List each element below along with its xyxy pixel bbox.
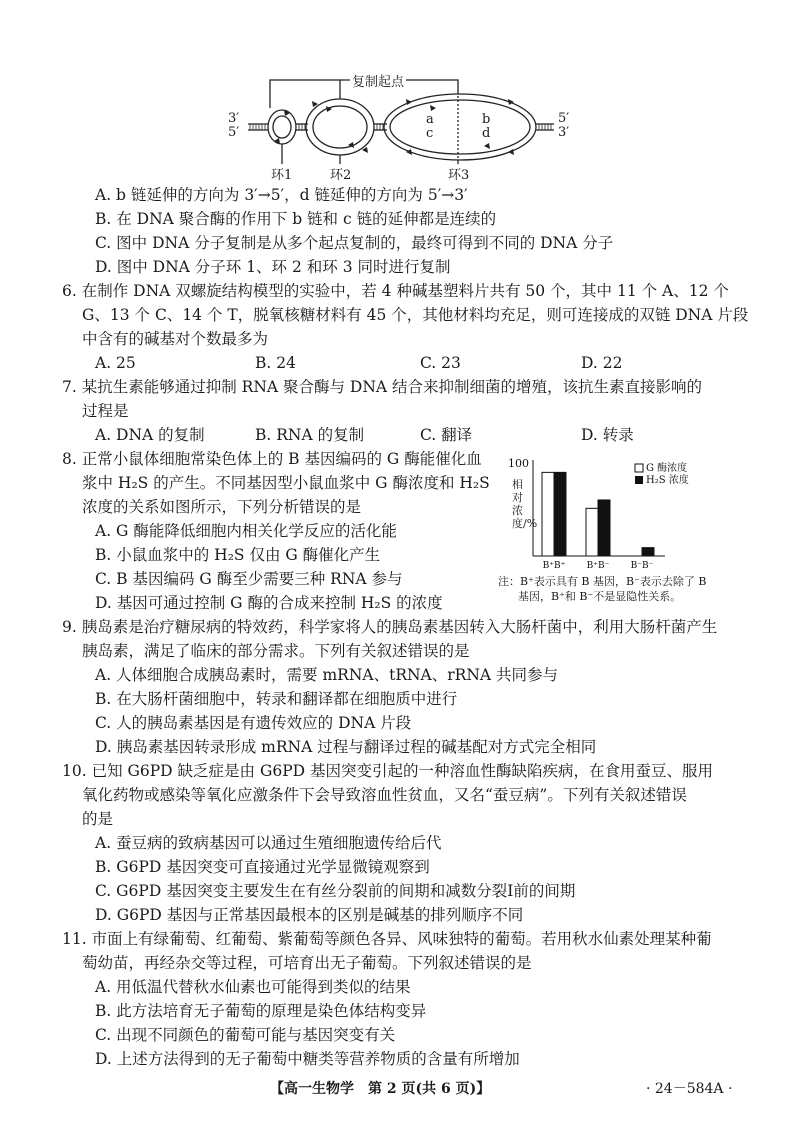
origin-label: 复制起点 (350, 71, 406, 90)
q8-option-d: D. 基因可通过控制 G 酶的合成来控制 H₂S 的浓度 (95, 594, 443, 612)
q7-option-b: B. RNA 的复制 (255, 426, 365, 444)
q6-option-b: B. 24 (255, 354, 296, 372)
bar-h2s-2 (642, 548, 654, 556)
q8-stem-line1: 8. 正常小鼠体细胞常染色体上的 B 基因编码的 G 酶能催化血 (62, 450, 482, 468)
loop2-label: 环2 (330, 168, 352, 183)
q8-option-b: B. 小鼠血浆中的 H₂S 仅由 G 酶催化产生 (95, 546, 381, 564)
q6-option-a: A. 25 (95, 354, 136, 372)
loop1-label: 环1 (271, 168, 293, 183)
dna-end-3-left: 3′ (228, 111, 240, 126)
strand-b-label: b (482, 112, 491, 127)
strand-d-label: d (482, 126, 491, 141)
bar-g-enzyme-0 (542, 472, 554, 556)
page-footer-code: · 24－584A · (646, 1081, 733, 1097)
q6-option-c: C. 23 (420, 354, 461, 372)
q11-option-b: B. 此方法培育无子葡萄的原理是染色体结构变异 (95, 1002, 427, 1020)
x-tick-label-bb-plus: B⁺B⁺ (542, 561, 566, 571)
q9-stem-line1: 9. 胰岛素是治疗糖尿病的特效药，科学家将人的胰岛素基因转入大肠杆菌中，利用大肠杆菌产生 (62, 618, 718, 636)
q9-option-b: B. 在大肠杆菌细胞中，转录和翻译都在细胞质中进行 (95, 690, 458, 708)
q9-option-a: A. 人体细胞合成胰岛素时，需要 mRNA、tRNA、rRNA 共同参与 (95, 666, 559, 684)
page-footer-center: 【高一生物学 第 2 页(共 6 页)】 (270, 1081, 491, 1097)
q11-option-a: A. 用低温代替秋水仙素也可能得到类似的结果 (95, 978, 411, 996)
q7-option-a: A. DNA 的复制 (95, 426, 205, 444)
loop3-label: 环3 (448, 168, 470, 183)
q10-stem-line2: 氧化药物或感染等氧化应激条件下会导致溶血性贫血，又名“蚕豆病”。下列有关叙述错误 (82, 786, 687, 804)
x-tick-label-b-plus-minus: B⁺B⁻ (586, 561, 610, 571)
legend-swatch-g-enzyme (635, 464, 643, 472)
q10-option-c: C. G6PD 基因突变主要发生在有丝分裂前的间期和减数分裂Ⅰ前的间期 (95, 882, 576, 900)
bar-h2s-1 (598, 500, 610, 556)
q9-option-c: C. 人的胰岛素基因是有遗传效应的 DNA 片段 (95, 714, 412, 732)
q7-option-d: D. 转录 (581, 426, 634, 444)
q11-option-d: D. 上述方法得到的无子葡萄中糖类等营养物质的含量有所增加 (95, 1050, 520, 1068)
q7-stem-line1: 7. 某抗生素能够通过抑制 RNA 聚合酶与 DNA 结合来抑制细菌的增殖，该抗生素直接影响的 (62, 378, 703, 396)
x-tick-label-bb-minus: B⁻B⁻ (630, 561, 654, 571)
q5-option-a: A. b 链延伸的方向为 3′→5′，d 链延伸的方向为 5′→3′ (95, 186, 468, 204)
strand-a-label: a (426, 112, 434, 127)
legend-swatch-h2s (635, 476, 643, 484)
dna-end-3-right: 3′ (558, 125, 570, 140)
y-axis-tick-100: 100 (508, 457, 529, 470)
legend-label-h2s: H₂S 浓度 (646, 475, 689, 486)
q5-option-b: B. 在 DNA 聚合酶的作用下 b 链和 c 链的延伸都是连续的 (95, 210, 497, 228)
y-axis-label: 相对浓度/% (512, 478, 538, 530)
q10-option-d: D. G6PD 基因与正常基因最根本的区别是碱基的排列顺序不同 (95, 906, 524, 924)
q10-option-b: B. G6PD 基因突变可直接通过光学显微镜观察到 (95, 858, 430, 876)
q8-option-c: C. B 基因编码 G 酶至少需要三种 RNA 参与 (95, 570, 403, 588)
bar-h2s-0 (554, 472, 566, 556)
q9-option-d: D. 胰岛素基因转录形成 mRNA 过程与翻译过程的碱基配对方式完全相同 (95, 738, 597, 756)
q10-stem-line1: 10. 已知 G6PD 缺乏症是由 G6PD 基因突变引起的一种溶血性酶缺陷疾病，在食用蚕豆、服用 (62, 762, 713, 780)
q7-option-c: C. 翻译 (420, 426, 473, 444)
q10-option-a: A. 蚕豆病的致病基因可以通过生殖细胞遗传给后代 (95, 834, 442, 852)
legend-label-g-enzyme: G 酶浓度 (646, 463, 688, 474)
q6-stem-line3: 中含有的碱基对个数最多为 (82, 330, 269, 348)
q6-option-d: D. 22 (581, 354, 623, 372)
q6-stem-line1: 6. 在制作 DNA 双螺旋结构模型的实验中，若 4 种碱基塑料片共有 50 个，其中 11 个 A、12 个 (62, 282, 729, 300)
dna-end-5-left: 5′ (228, 125, 240, 140)
q5-option-c: C. 图中 DNA 分子复制是从多个起点复制的，最终可得到不同的 DNA 分子 (95, 234, 614, 252)
q9-stem-line2: 胰岛素，满足了临床的部分需求。下列有关叙述错误的是 (82, 642, 470, 660)
bar-g-enzyme-1 (586, 508, 598, 556)
q10-stem-line3: 的是 (82, 810, 114, 828)
q8-stem-line3: 浓度的关系如图所示，下列分析错误的是 (82, 498, 362, 516)
dna-end-5-right: 5′ (558, 111, 570, 126)
q8-stem-line2: 浆中 H₂S 的产生。不同基因型小鼠血浆中 G 酶浓度和 H₂S (82, 474, 490, 492)
chart-note-line1: 注：B⁺表示具有 B 基因，B⁻表示去除了 B (498, 575, 707, 588)
q6-stem-line2: G、13 个 C、14 个 T，脱氧核糖材料有 45 个，其他材料均充足，则可连接成的双链 DNA 片段 (82, 306, 749, 324)
q7-stem-line2: 过程是 (82, 402, 129, 420)
q11-stem-line2: 萄幼苗，再经杂交等过程，可培育出无子葡萄。下列叙述错误的是 (82, 954, 532, 972)
q8-bar-chart (495, 452, 725, 572)
q11-option-c: C. 出现不同颜色的葡萄可能与基因突变有关 (95, 1026, 396, 1044)
q8-option-a: A. G 酶能降低细胞内相关化学反应的活化能 (95, 522, 397, 540)
q5-option-d: D. 图中 DNA 分子环 1、环 2 和环 3 同时进行复制 (95, 258, 451, 276)
chart-note-line2: 基因，B⁺和 B⁻不是显隐性关系。 (518, 590, 682, 603)
strand-c-label: c (426, 126, 434, 141)
q11-stem-line1: 11. 市面上有绿葡萄、红葡萄、紫葡萄等颜色各异、风味独特的葡萄。若用秋水仙素处理某种葡 (62, 930, 712, 948)
